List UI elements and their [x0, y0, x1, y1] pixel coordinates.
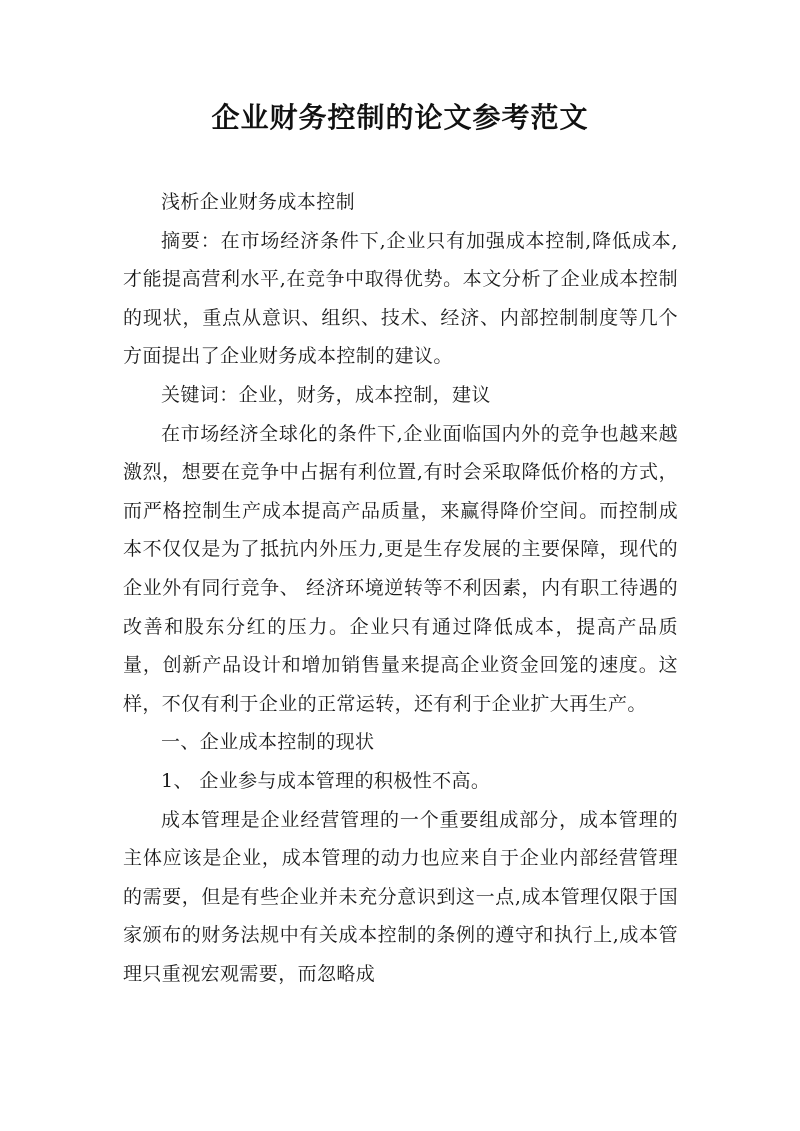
document-body	[123, 183, 678, 993]
section-heading: 一、企业成本控制的现状	[161, 731, 375, 754]
paragraph-intro: 在市场经济全球化的条件下,企业面临国内外的竞争也越来越激烈，想要在竞争中占据有利位置,有时会采取降低价格的方式，而严格控制生产成本提高产品质量，来赢得降价空间。而控制成本不仅仅是为了抵抗内外压力,更是生存发展的主要保障，现代的企业外有同行竞争、 经济环境逆转等不利因素，内有职工待遇的改善和股东分红的压力。企业只有通过降低成本，提高产品质量，创新产品设计和增加销售量来提高企业资金回笼的速度。这样，不仅有利于企业的正常运转，还有利于企业扩大再生产。	[123, 422, 678, 715]
paragraph-subtitle: 浅析企业财务成本控制	[161, 191, 356, 213]
paragraph-body: 成本管理是企业经营管理的一个重要组成部分，成本管理的主体应该是企业，成本管理的动力也应来自于企业内部经营管理的需要，但是有些企业并未充分意识到这一点,成本管理仅限于国家颁布的财务法规中有关成本控制的条例的遵守和执行上,成本管理只重视宏观需要，而忽略成	[123, 808, 678, 985]
paragraph-keywords: 关键词：企业，财务，成本控制，建议	[161, 383, 491, 406]
document-title: 企业财务控制的论文参考范文	[211, 101, 589, 134]
paragraph-abstract: 摘要：在市场经济条件下,企业只有加强成本控制,降低成本,才能提高营利水平,在竞争中取得优势。本文分析了企业成本控制的现状，重点从意识、组织、技术、经济、内部控制制度等几个方面提出了企业财务成本控制的建议。	[123, 229, 678, 368]
subsection-heading: 1、 企业参与成本管理的积极性不高。	[161, 769, 491, 792]
